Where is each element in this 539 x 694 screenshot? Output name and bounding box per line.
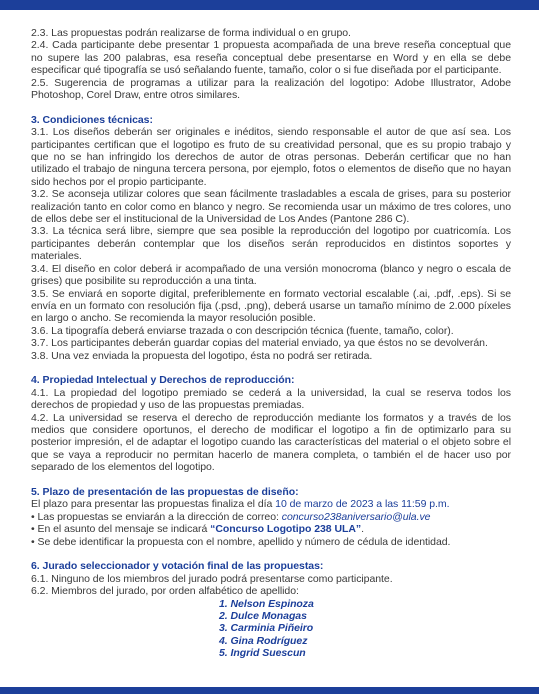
section-5-heading: 5. Plazo de presentación de las propuestas de diseño:: [31, 485, 299, 498]
deadline-prefix: El plazo para presentar las propuestas finaliza el día: [31, 498, 276, 511]
jury-member: 1. Nelson Espinoza: [219, 597, 314, 610]
deadline-date: 10 de marzo de 2023 a las 11:59 p.m.: [275, 498, 450, 511]
jury-member: 4. Gina Rodríguez: [219, 634, 308, 647]
section-4-heading: 4. Propiedad Intelectual y Derechos de reproducción:: [31, 374, 295, 387]
paragraph-6-1: 6.1. Ninguno de los miembros del jurado podrá presentarse como participante.: [31, 572, 393, 585]
paragraph-2-5: 2.5. Sugerencia de programas a utilizar para la realización del logotipo: Adobe Illustrator, Adobe Photoshop, Corel Draw, entre otros similares.: [31, 76, 511, 102]
section-6-heading: 6. Jurado seleccionador y votación final de las propuestas:: [31, 560, 324, 573]
section-4: [31, 374, 511, 473]
email-subject: “Concurso Logotipo 238 ULA”: [210, 523, 362, 536]
section-3: [31, 114, 511, 362]
paragraph-3-1: 3.1. Los diseños deberán ser originales e inéditos, siendo responsable el autor de que así sea. Los participantes certifican que el logotipo es fruto de su creatividad personal, que es su propio trabajo y que no se han infringido los derechos de autor de otras personas. Deberán certificar que no han utilizado el trabajo de ninguna tercera persona, por ejemplo, fotos o elementos de diseño que no hayan sido hechos por el propio participante.: [31, 126, 511, 188]
paragraph-2-4: 2.4. Cada participante debe presentar 1 propuesta acompañada de una breve reseña conceptual que no supere las 200 palabras, esa reseña conceptual debe presentarse en Word y en ella se debe especificar qué tipografía se usó señalando fuente, tamaño, color o si fue diseñada por el participante.: [31, 39, 511, 77]
paragraph-3-5: 3.5. Se enviará en soporte digital, preferiblemente en formato vectorial escalable (.ai, .pdf, .eps). Si se envía en un formato con resolución fija (.psd, .png), deberá usarse un tamaño mínimo de 2.000 píxeles en largo o ancho. Se recomienda la mayor resolución posible.: [31, 287, 511, 325]
subject-line: [31, 523, 511, 535]
top-accent-bar: [0, 0, 539, 10]
paragraph-3-7: 3.7. Los participantes deberán guardar copias del material enviado, ya que éstos no se devolverán.: [31, 337, 488, 350]
email-prefix: • Las propuestas se enviarán a la dirección de correo:: [31, 510, 282, 523]
contact-email-link[interactable]: concurso238aniversario@ula.ve: [281, 510, 431, 523]
deadline-line: [31, 498, 511, 510]
jury-list: [31, 598, 511, 660]
jury-member: 2. Dulce Monagas: [219, 610, 307, 623]
paragraph-3-4: 3.4. El diseño en color deberá ir acompañado de una versión monocroma (blanco y negro o escala de grises) que posibilite su reproducción a una tinta.: [31, 262, 511, 288]
paragraph-3-6: 3.6. La tipografía deberá enviarse trazada o con descripción técnica (fuente, tamaño, color).: [31, 324, 454, 337]
paragraph-3-3: 3.3. La técnica será libre, siempre que sea posible la reproducción del logotipo por cuatricomía. Los participantes deberán contemplar que los diseños serán reproducidos en distintos soportes y materiales.: [31, 225, 511, 263]
paragraph-4-2: 4.2. La universidad se reserva el derecho de reproducción mediante los formatos y a través de los medios que considere oportunos, el derecho de modificar el logotipo a fin de optimizarlo para su posterior impresión, el de adaptar el logotipo cuando las características del material o el objeto sobre el que se vaya a reproducir no permitan hacerlo de manera completa, o también el de hacer uso por separado de los elementos del logotipo.: [31, 411, 511, 474]
section-3-heading: 3. Condiciones técnicas:: [31, 113, 153, 126]
subject-prefix: • En el asunto del mensaje se indicará: [31, 523, 211, 536]
document-body: [31, 27, 511, 660]
paragraph-3-8: 3.8. Una vez enviada la propuesta del logotipo, ésta no podrá ser retirada.: [31, 349, 373, 362]
bottom-accent-bar: [0, 687, 539, 694]
subject-suffix: .: [361, 523, 364, 536]
paragraph-3-2: 3.2. Se aconseja utilizar colores que sean fácilmente trasladables a escala de grises, para su posterior realización tanto en color como en blanco y negro. Se recomienda usar un máximo de tres colores, uno de ellos debe ser el institucional de la Universidad de Los Andes (Pantone 286 C).: [31, 188, 511, 226]
paragraph-6-2: 6.2. Miembros del jurado, por orden alfabético de apellido:: [31, 585, 299, 598]
section-2-continued: [31, 27, 511, 101]
paragraph-4-1: 4.1. La propiedad del logotipo premiado se cederá a la universidad, la cual se reserva todos los derechos de propiedad y uso de las propuestas premiadas.: [31, 386, 511, 412]
section-6: [31, 560, 511, 659]
jury-member: 5. Ingrid Suescun: [219, 647, 306, 660]
paragraph-2-3: 2.3. Las propuestas podrán realizarse de forma individual o en grupo.: [31, 27, 351, 39]
jury-member: 3. Carminia Piñeiro: [219, 622, 314, 635]
email-line: [31, 511, 511, 523]
identify-line: • Se debe identificar la propuesta con el nombre, apellido y número de cédula de identidad.: [31, 535, 451, 548]
section-5: [31, 486, 511, 548]
